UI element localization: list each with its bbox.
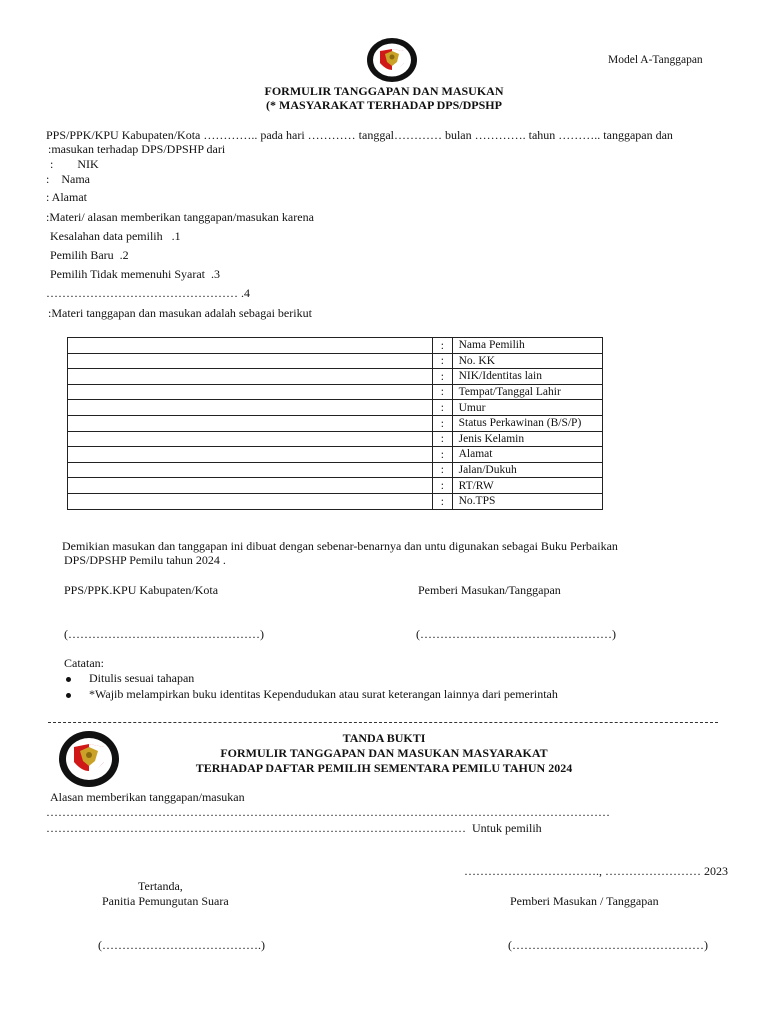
table-label: Jenis Kelamin bbox=[452, 431, 602, 447]
closing-line1: Demikian masukan dan tanggapan ini dibuat dengan sebenar-benarnya dan untu digunakan sebagai Buku Perbaikan bbox=[62, 539, 618, 553]
table-row bbox=[68, 493, 603, 509]
table-colon: : bbox=[433, 478, 452, 494]
receipt-date: ……………………………., …………………… 2023 bbox=[464, 864, 728, 878]
table-label: Jalan/Dukuh bbox=[452, 462, 602, 478]
table-value-cell bbox=[68, 338, 433, 354]
sign-right-label: Pemberi Masukan/Tanggapan bbox=[418, 583, 561, 597]
sign-left-label: PPS/PPK.KPU Kabupaten/Kota bbox=[64, 583, 219, 597]
materi-tanggapan: :Materi tanggapan dan masukan adalah sebagai berikut bbox=[48, 306, 312, 320]
table-colon: : bbox=[433, 415, 452, 431]
table-label: Tempat/Tanggal Lahir bbox=[452, 384, 602, 400]
sign-right-blank: (…………………………………………) bbox=[416, 627, 616, 641]
table-label: No.TPS bbox=[452, 493, 602, 509]
alamat-field: : Alamat bbox=[46, 190, 87, 204]
table-row bbox=[68, 415, 603, 431]
nik-field: : NIK bbox=[50, 157, 99, 171]
notes-title: Catatan: bbox=[64, 656, 104, 670]
table-row bbox=[68, 478, 603, 494]
form-subtitle: (* MASYARAKAT TERHADAP DPS/DPSHP bbox=[266, 98, 502, 112]
receipt-title: TANDA BUKTI bbox=[342, 731, 426, 745]
materi-alasan: :Materi/ alasan memberikan tanggapan/masukan karena bbox=[46, 210, 314, 224]
table-row bbox=[68, 431, 603, 447]
table-value-cell bbox=[68, 415, 433, 431]
closing-line2: DPS/DPSHP Pemilu tahun 2024 . bbox=[64, 553, 226, 567]
table-value-cell bbox=[68, 353, 433, 369]
table-value-cell bbox=[68, 400, 433, 416]
form-title: FORMULIR TANGGAPAN DAN MASUKAN bbox=[264, 84, 504, 98]
table-colon: : bbox=[433, 369, 452, 385]
receipt-line1: FORMULIR TANGGAPAN DAN MASUKAN MASYARAKAT bbox=[220, 746, 548, 760]
receipt-tertanda: Tertanda, bbox=[138, 879, 183, 893]
table-label: Nama Pemilih bbox=[452, 338, 602, 354]
voter-data-table bbox=[67, 337, 603, 510]
table-row bbox=[68, 369, 603, 385]
receipt-blank-right: (…………………………………………) bbox=[508, 938, 708, 952]
table-value-cell bbox=[68, 431, 433, 447]
table-label: RT/RW bbox=[452, 478, 602, 494]
table-label: Alamat bbox=[452, 447, 602, 463]
table-value-cell bbox=[68, 447, 433, 463]
note-text: Ditulis sesuai tahapan bbox=[89, 671, 195, 685]
receipt-pemberi: Pemberi Masukan / Tanggapan bbox=[510, 894, 659, 908]
model-label: Model A-Tanggapan bbox=[608, 54, 703, 66]
receipt-line2: TERHADAP DAFTAR PEMILIH SEMENTARA PEMILU TAHUN 2024 bbox=[195, 761, 573, 775]
table-row bbox=[68, 462, 603, 478]
table-row bbox=[68, 447, 603, 463]
table-value-cell bbox=[68, 478, 433, 494]
table-colon: : bbox=[433, 353, 452, 369]
bullet-icon bbox=[66, 693, 71, 698]
bullet-icon bbox=[66, 677, 71, 682]
table-value-cell bbox=[68, 493, 433, 509]
note-item bbox=[66, 671, 194, 686]
table-colon: : bbox=[433, 493, 452, 509]
nama-field: : Nama bbox=[46, 172, 90, 186]
table-value-cell bbox=[68, 384, 433, 400]
reason-1: Kesalahan data pemilih .1 bbox=[50, 229, 181, 243]
receipt-blank-left: (………………………………….) bbox=[98, 938, 265, 952]
table-label: No. KK bbox=[452, 353, 602, 369]
table-row bbox=[68, 400, 603, 416]
reason-3: Pemilih Tidak memenuhi Syarat .3 bbox=[50, 267, 220, 281]
table-label: Status Perkawinan (B/S/P) bbox=[452, 415, 602, 431]
table-row bbox=[68, 353, 603, 369]
table-row bbox=[68, 384, 603, 400]
table-colon: : bbox=[433, 400, 452, 416]
note-item bbox=[66, 687, 558, 702]
reason-2: Pemilih Baru .2 bbox=[50, 248, 129, 262]
sign-left-blank: (…………………………………………) bbox=[64, 627, 264, 641]
table-label: NIK/Identitas lain bbox=[452, 369, 602, 385]
table-label: Umur bbox=[452, 400, 602, 416]
table-value-cell bbox=[68, 462, 433, 478]
table-colon: : bbox=[433, 384, 452, 400]
receipt-alasan: Alasan memberikan tanggapan/masukan bbox=[50, 790, 245, 804]
table-row bbox=[68, 338, 603, 354]
note-text: *Wajib melampirkan buku identitas Kependudukan atau surat keterangan lainnya dari pemerintah bbox=[89, 687, 558, 701]
receipt-dots-2: …………………………………………………………………………………………… Untuk pemilih bbox=[46, 821, 542, 835]
table-colon: : bbox=[433, 447, 452, 463]
kpu-logo-top bbox=[366, 37, 418, 83]
receipt-dots-1: …………………………………………………………………………………………………………………………… bbox=[46, 805, 610, 819]
cut-line bbox=[48, 722, 718, 723]
receipt-panitia: Panitia Pemungutan Suara bbox=[102, 894, 229, 908]
table-colon: : bbox=[433, 431, 452, 447]
table-value-cell bbox=[68, 369, 433, 385]
table-colon: : bbox=[433, 338, 452, 354]
intro-line2: :masukan terhadap DPS/DPSHP dari bbox=[48, 142, 226, 156]
reason-4: ………………………………………… .4 bbox=[46, 286, 250, 300]
table-colon: : bbox=[433, 462, 452, 478]
intro-line1: PPS/PPK/KPU Kabupaten/Kota ………….. pada hari ………… tanggal………… bulan …………. tahun ……….. tanggapan dan bbox=[46, 128, 673, 142]
